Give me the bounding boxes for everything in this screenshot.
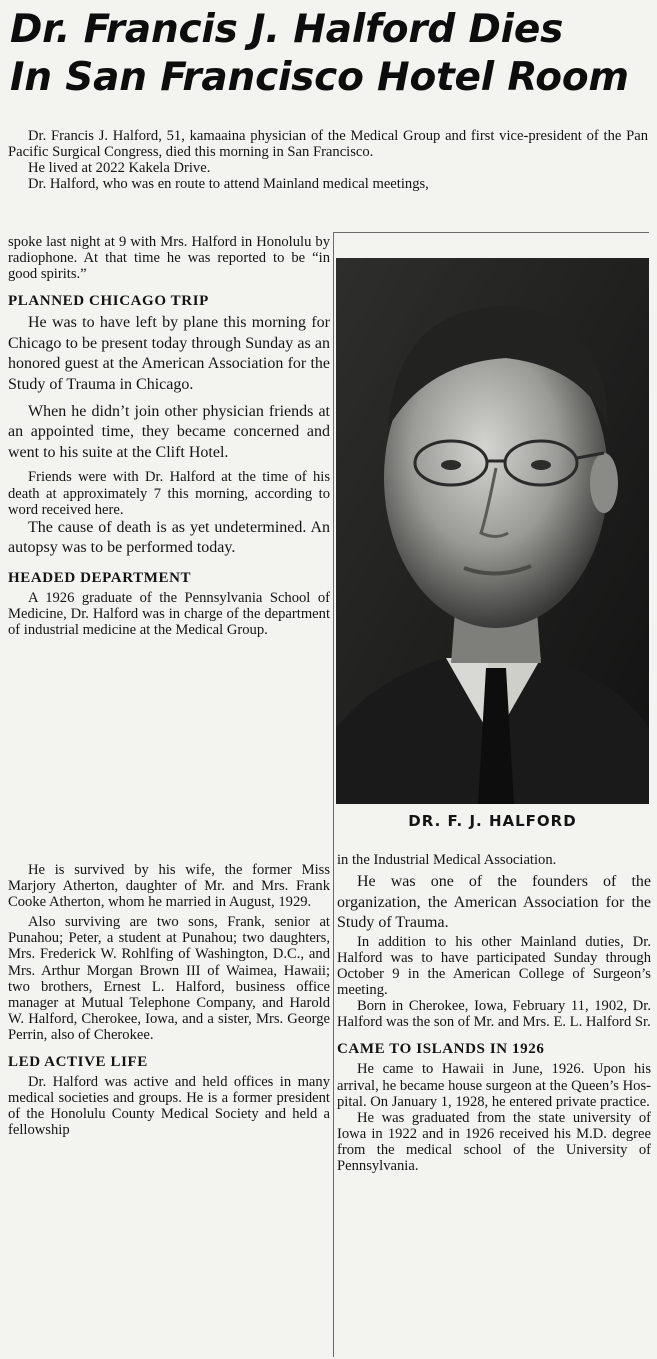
subhead: PLANNED CHICAGO TRIP	[8, 293, 209, 310]
headline	[10, 6, 650, 102]
subhead: CAME TO ISLANDS IN 1926	[337, 1041, 545, 1058]
article-paragraph: The cause of death is as yet undetermined. An autopsy was to be performed today.	[8, 518, 330, 557]
portrait-image	[336, 258, 649, 804]
subhead: HEADED DEPARTMENT	[8, 569, 192, 586]
lede-paragraph: Dr. Francis J. Halford, 51, kamaaina physician of the Medical Group and first vice-president of the Pan Pacific Surgical Congress, died this morning in San Francisco.	[8, 128, 648, 161]
left-column-bottom	[8, 862, 330, 1138]
article-paragraph: In addition to his other Mainland duties, Dr. Halford was to have participated Sunday through October 9 in the American College of Surgeon’s meeting.	[337, 933, 651, 999]
photo-caption: DR. F. J. HALFORD	[408, 812, 577, 830]
article-paragraph: Friends were with Dr. Halford at the time of his death at approximately 7 this morning, according to word received here.	[8, 469, 330, 518]
article-paragraph: He came to Hawaii in June, 1926. Upon his arrival, he became house surgeon at the Queen’s Hospital. On January 1, 1928, he entered private practice.	[337, 1061, 651, 1110]
article-paragraph: He was one of the founders of the organization, the American Association for the Study of Trauma.	[337, 873, 651, 932]
portrait-photo	[336, 258, 649, 804]
subhead: LED ACTIVE LIFE	[8, 1054, 148, 1071]
article-paragraph: in the Industrial Medical Association.	[337, 852, 557, 868]
article-paragraph: He is survived by his wife, the former Miss Marjory Atherton, daughter of Mr. and Mrs. Frank Cooke Atherton, whom he married in August, 1929.	[8, 862, 330, 911]
lede-paragraph: Dr. Halford, who was en route to attend Mainland medical meetings,	[28, 176, 429, 193]
article-paragraph: He was graduated from the state university of Iowa in 1922 and in 1926 received his M.D. degree from the medical school of the University of Pennsylvania.	[337, 1109, 651, 1174]
right-column	[337, 852, 651, 1174]
article-paragraph: spoke last night at 9 with Mrs. Halford in Honolulu by radiophone. At that time he was reported to be “in good spirits.”	[8, 234, 330, 283]
article-paragraph: He was to have left by plane this morning for Chicago to be present today through Sunday as an honored guest at the American Association for the Study of Trauma in Chicago.	[8, 314, 330, 394]
article-paragraph: Also surviving are two sons, Frank, senior at Punahou; Peter, a student at Punahou; two daughters, Mrs. Frederick W. Rohlfing of Washington, D.C., and Mrs. Arthur Morgan Brown III of Waimea, Hawaii; two brothers, Ernest L. Halford, business office manager at Mutual Telephone Company, and Harold W. Halford, Cherokee, Iowa, and a sister, Mrs. George Perrin, also of Cherokee.	[8, 914, 330, 1043]
article-paragraph: When he didn’t join other physician friends at an appointed time, they became concerned and went to his suite at the Clift Hotel.	[8, 402, 330, 461]
headline-line-1: Dr. Francis J. Halford Dies	[10, 7, 564, 52]
lede-paragraph: He lived at 2022 Kakela Drive.	[28, 160, 211, 177]
column-divider	[333, 232, 334, 1357]
left-column-top	[8, 234, 330, 638]
headline-line-2: In San Francisco Hotel Room	[10, 55, 629, 100]
lede-block	[8, 128, 648, 192]
article-paragraph: Dr. Halford was active and held offices in many medical societies and groups. He is a former president of the Honolulu County Medical Society and held a fellowship	[8, 1074, 330, 1139]
article-paragraph: A 1926 graduate of the Pennsylvania School of Medicine, Dr. Halford was in charge of the department of industrial medicine at the Medical Group.	[8, 589, 330, 639]
photo-top-rule	[333, 232, 649, 233]
article-paragraph: Born in Cherokee, Iowa, February 11, 1902, Dr. Halford was the son of Mr. and Mrs. E. L. Halford Sr.	[337, 998, 651, 1031]
